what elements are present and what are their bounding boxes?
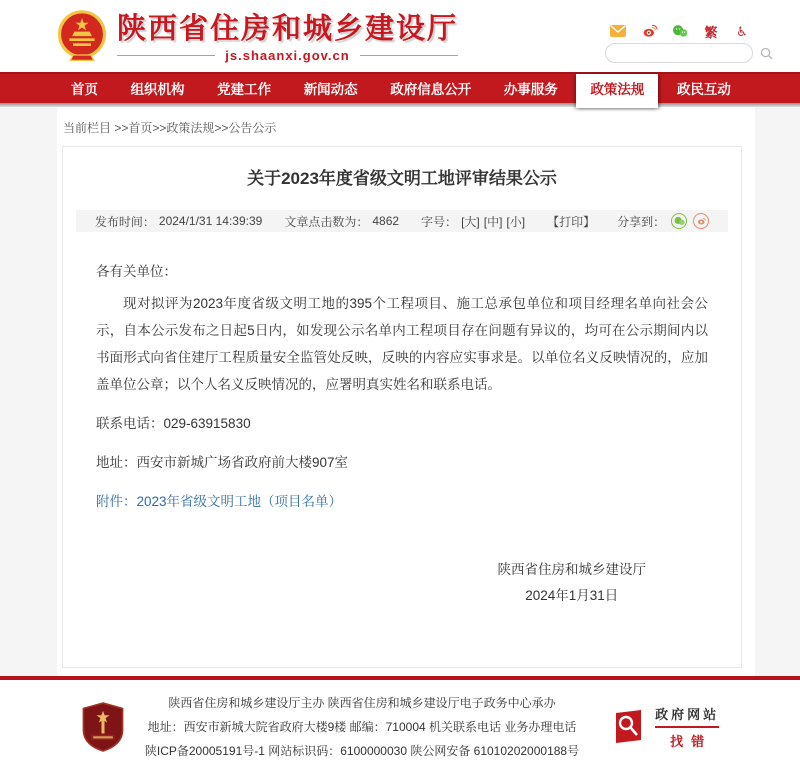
site-title: 陕西省住房和城乡建设厅: [117, 13, 459, 45]
domain-rule-left: [117, 55, 215, 56]
search-box[interactable]: [605, 43, 753, 63]
nav-item-policies[interactable]: 政策法规: [576, 74, 658, 108]
breadcrumb-link-announcements[interactable]: 公告公示: [228, 121, 277, 135]
footer-address-line: 地址：西安市新城大院省政府大楼9楼 邮编：710004 机关联系电话 业务办理电话: [147, 719, 577, 734]
font-size-medium-button[interactable]: [中]: [483, 214, 503, 229]
accessibility-icon[interactable]: ♿: [736, 23, 748, 39]
site-domain-text: js.shaanxi.gov.cn: [225, 48, 350, 63]
wechat-icon[interactable]: [672, 24, 688, 38]
article-body: [63, 260, 741, 609]
nav-shadow: [0, 103, 800, 107]
article-meta-bar: [76, 210, 728, 232]
breadcrumb-link-policies[interactable]: 政策法规: [166, 121, 215, 135]
font-size-large-button[interactable]: [大]: [461, 214, 480, 229]
publish-time: [95, 213, 262, 230]
nav-item-party-building[interactable]: 党建工作: [217, 82, 272, 97]
nav-item-services[interactable]: 办事服务: [503, 82, 558, 97]
signature-date: 2024年1月31日: [525, 588, 619, 603]
government-site-shield-icon[interactable]: [81, 702, 125, 752]
hit-count: [284, 213, 399, 230]
attachment-link[interactable]: 附件：2023年省级文明工地（项目名单）: [96, 494, 343, 509]
nav-item-interaction[interactable]: 政民互动: [676, 82, 731, 97]
breadcrumb-separator: >>: [214, 121, 229, 135]
publish-time-value: 2024/1/31 14:39:39: [158, 214, 263, 228]
footer-text: [145, 691, 579, 763]
site-logo[interactable]: [55, 8, 458, 66]
main-nav: [0, 72, 800, 103]
hit-count-label: 文章点击数为：: [284, 214, 369, 229]
nav-item-home[interactable]: 首页: [71, 82, 98, 97]
signature-block: [96, 557, 708, 609]
mail-icon[interactable]: [610, 24, 626, 38]
signature-organization: 陕西省住房和城乡建设厅: [497, 562, 646, 577]
contact-address-line: 地址：西安市新城广场省政府前大楼907室: [96, 455, 349, 470]
nav-item-news[interactable]: 新闻动态: [303, 82, 358, 97]
contact-phone-line: 联系电话：029-63915830: [96, 416, 251, 431]
search-icon[interactable]: [760, 47, 773, 60]
content-column: [57, 107, 755, 676]
share-weibo-icon[interactable]: [693, 213, 709, 229]
breadcrumb-link-home[interactable]: 首页: [128, 121, 153, 135]
main-paragraph: 现对拟评为2023年度省级文明工地的395个工程项目、施工总承包单位和项目经理名单向社会公示，自本公示发布之日起5日内，如发现公示名单内工程项目存在问题有异议的，均可在公示期间内以书面形式向省住建厅工程质量安全监管处反映，反映的内容应实事求是。以单位名义反映情况的，应加盖单位公章；以个人名义反映情况的，应署明真实姓名和联系电话。: [96, 296, 708, 392]
error-badge-title: 政府网站: [655, 704, 719, 728]
traditional-chinese-toggle[interactable]: 繁: [704, 24, 718, 40]
hit-count-value: 4862: [372, 214, 400, 228]
site-domain: [117, 48, 458, 63]
footer-host-line: 陕西省住房和城乡建设厅主办 陕西省住房和城乡建设厅电子政务中心承办: [168, 695, 556, 710]
breadcrumb-prefix: 当前栏目 >>: [63, 121, 129, 135]
font-size-controls: [421, 213, 525, 230]
header-quick-icons: [610, 24, 750, 38]
site-header: [0, 0, 800, 72]
nav-item-info-disclosure[interactable]: 政府信息公开: [390, 82, 472, 97]
article-container: [62, 146, 742, 668]
site-error-report-badge[interactable]: [613, 704, 719, 750]
domain-rule-right: [360, 55, 458, 56]
font-size-label: 字号：: [421, 214, 458, 229]
site-footer: [0, 680, 800, 773]
error-badge-action: 找错: [670, 733, 713, 749]
publish-time-label: 发布时间：: [94, 214, 155, 229]
share-wechat-icon[interactable]: [671, 213, 687, 229]
font-size-small-button[interactable]: [小]: [506, 214, 526, 229]
page-body: [0, 107, 800, 676]
search-input[interactable]: [606, 45, 760, 61]
breadcrumb: [57, 107, 755, 146]
salutation: 各有关单位：: [96, 264, 177, 279]
footer-icp-line: 陕ICP备20005191号-1 网站标识码：6100000030 陕公网安备 61010202000188号: [144, 743, 580, 758]
weibo-icon[interactable]: [641, 24, 657, 38]
nav-item-organization[interactable]: 组织机构: [130, 82, 185, 97]
error-flag-icon: [613, 708, 647, 746]
share-controls: [617, 213, 709, 230]
share-label: 分享到：: [617, 214, 666, 229]
national-emblem-icon: [55, 8, 109, 66]
print-button[interactable]: 【打印】: [547, 214, 596, 229]
breadcrumb-separator: >>: [152, 121, 167, 135]
article-title: 关于2023年度省级文明工地评审结果公示: [247, 169, 557, 188]
